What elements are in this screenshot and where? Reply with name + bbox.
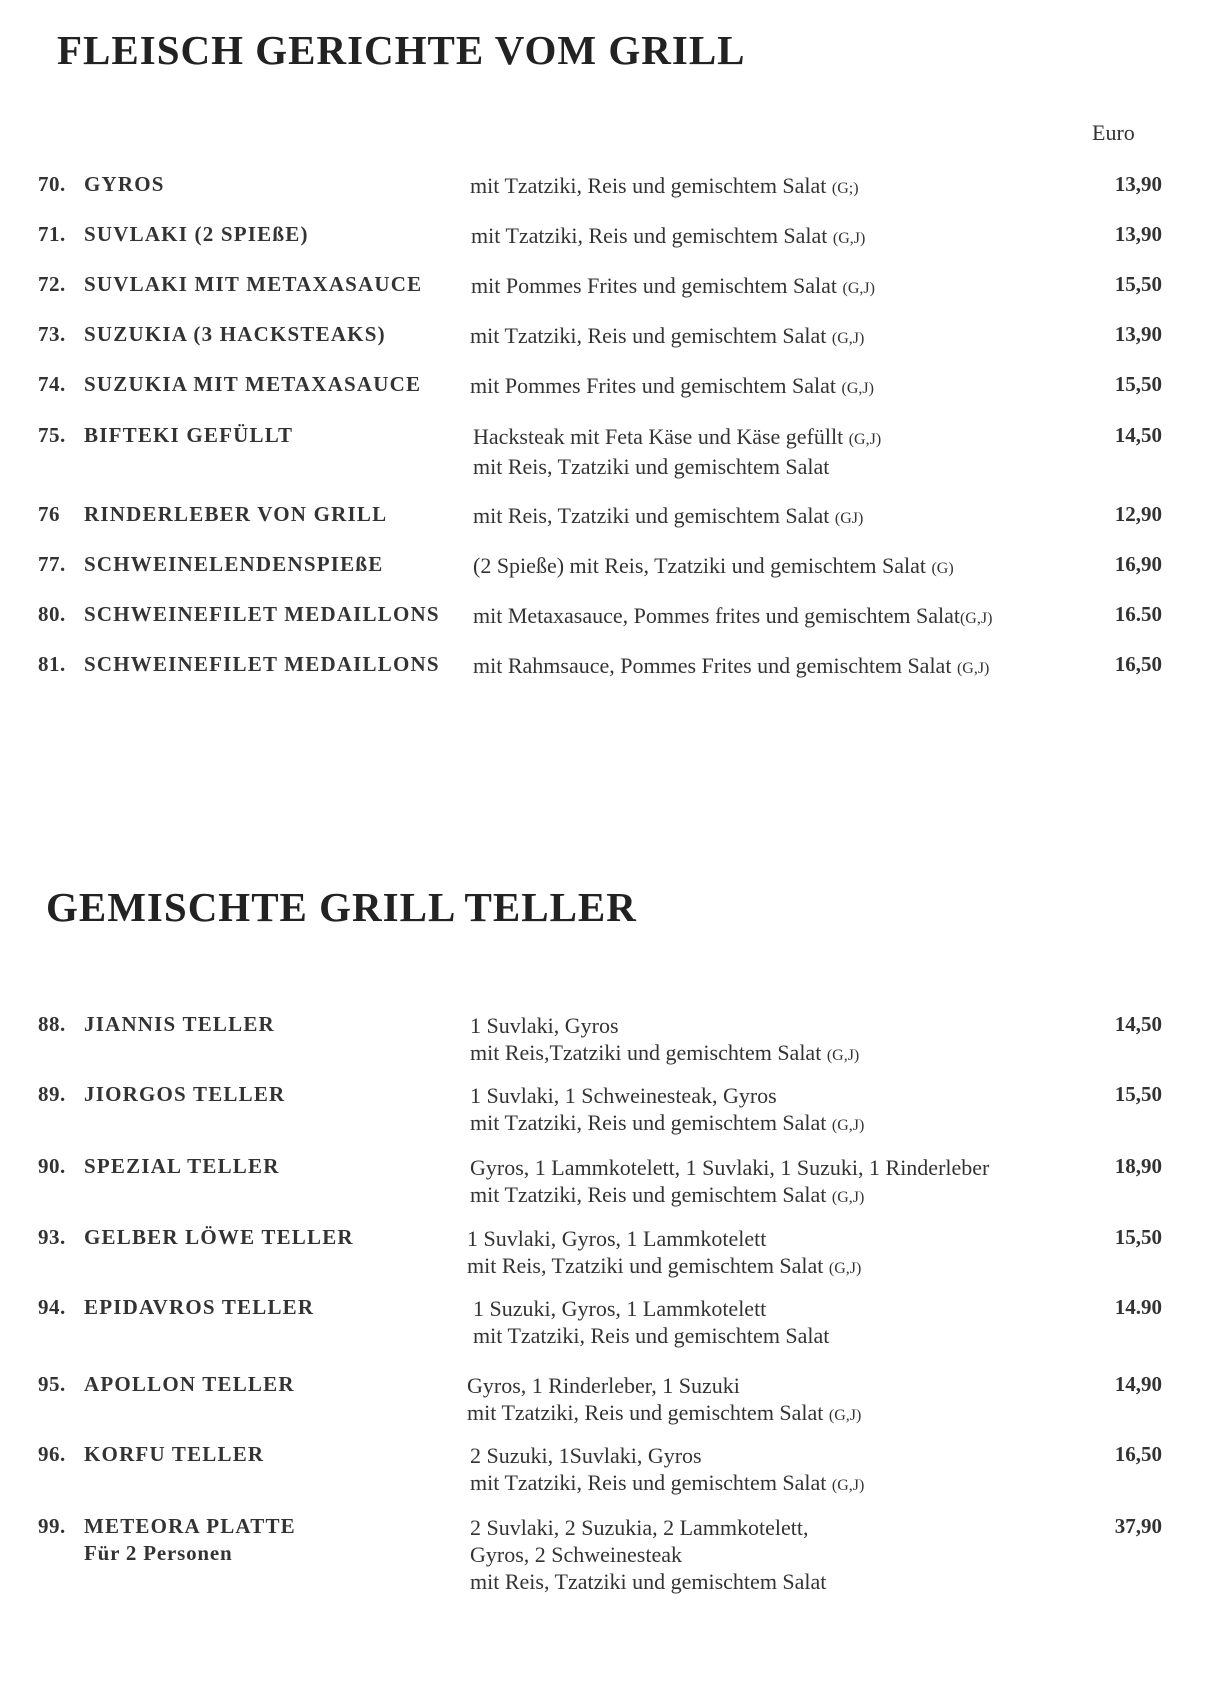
description-text: mit Tzatziki, Reis und gemischtem Salat	[470, 323, 832, 348]
section-title-mixed-grill: GEMISCHTE GRILL TELLER	[46, 884, 637, 930]
item-name	[84, 1514, 296, 1566]
description-line	[470, 1109, 864, 1139]
description-line	[467, 1252, 861, 1282]
item-name-text: JIANNIS TELLER	[84, 1012, 275, 1036]
item-description	[473, 502, 863, 532]
currency-label: Euro	[1092, 120, 1135, 145]
description-line	[470, 1082, 864, 1109]
item-price: 14.90	[1114, 1295, 1162, 1319]
description-text: 2 Suvlaki, 2 Suzukia, 2 Lammkotelett,	[470, 1515, 809, 1540]
description-line	[467, 1225, 861, 1252]
item-number: 81.	[38, 652, 66, 676]
description-line	[470, 372, 874, 402]
description-text: mit Metaxasauce, Pommes frites und gemischtem Salat	[473, 603, 960, 628]
item-price: 15,50	[1114, 1225, 1162, 1249]
description-line	[473, 552, 954, 582]
item-price: 13,90	[1114, 172, 1162, 196]
item-price: 37,90	[1114, 1514, 1162, 1538]
item-name	[84, 272, 422, 297]
item-number: 73.	[38, 322, 66, 346]
item-name-text: METEORA PLATTE	[84, 1514, 296, 1538]
allergen-codes: (GJ)	[834, 510, 864, 527]
item-description	[470, 1442, 864, 1499]
description-line	[473, 453, 881, 480]
item-name-text: JIORGOS TELLER	[84, 1082, 286, 1106]
item-number: 77.	[38, 552, 66, 576]
description-line	[473, 423, 881, 453]
item-name-text: SUVLAKI MIT METAXASAUCE	[84, 272, 423, 296]
description-line	[470, 1442, 864, 1469]
item-name	[84, 1442, 264, 1467]
description-text: Gyros, 1 Rinderleber, 1 Suzuki	[467, 1373, 740, 1398]
description-text: mit Reis, Tzatziki und gemischtem Salat	[470, 1569, 827, 1594]
description-text: 1 Suvlaki, Gyros	[470, 1013, 619, 1038]
item-description	[470, 1012, 859, 1069]
item-price: 16,50	[1114, 652, 1162, 676]
description-line	[470, 1012, 859, 1039]
allergen-codes: (G,J)	[831, 1477, 865, 1494]
item-name-text: GYROS	[84, 172, 165, 196]
description-text: Hacksteak mit Feta Käse und Käse gefüllt	[473, 424, 849, 449]
section-title-grill: FLEISCH GERICHTE VOM GRILL	[57, 27, 746, 73]
description-text: mit Tzatziki, Reis und gemischtem Salat	[470, 173, 832, 198]
item-name	[84, 602, 440, 627]
allergen-codes: (G,J)	[842, 280, 875, 297]
description-line	[470, 1154, 989, 1181]
item-description	[470, 1514, 826, 1595]
description-line	[470, 1568, 826, 1595]
item-name	[84, 502, 387, 527]
description-line	[470, 1514, 826, 1541]
description-line	[470, 1039, 859, 1069]
item-price: 16.50	[1114, 602, 1162, 626]
item-description	[471, 272, 875, 302]
item-name-text: BIFTEKI GEFÜLLT	[84, 423, 294, 447]
item-number: 80.	[38, 602, 66, 626]
item-price: 12,90	[1114, 502, 1162, 526]
description-text: Gyros, 1 Lammkotelett, 1 Suvlaki, 1 Suzuki, 1 Rinderleber	[470, 1155, 990, 1180]
description-text: 1 Suvlaki, 1 Schweinesteak, Gyros	[470, 1083, 777, 1108]
item-number: 71.	[38, 222, 66, 246]
description-text: mit Reis,Tzatziki und gemischtem Salat	[470, 1040, 827, 1065]
item-name-text: SCHWEINELENDENSPIEßE	[84, 552, 384, 576]
description-line	[471, 272, 875, 302]
item-number: 88.	[38, 1012, 66, 1036]
item-description	[470, 1082, 864, 1139]
description-text: mit Pommes Frites und gemischtem Salat	[471, 273, 843, 298]
item-name-text: SUZUKIA (3 HACKSTEAKS)	[84, 322, 386, 346]
item-price: 16,90	[1114, 552, 1162, 576]
allergen-codes: (G,J)	[959, 610, 993, 627]
description-line	[471, 222, 865, 252]
allergen-codes: (G,J)	[848, 431, 882, 448]
description-line	[470, 172, 859, 202]
item-number: 89.	[38, 1082, 66, 1106]
description-line	[470, 1469, 864, 1499]
description-text: 1 Suzuki, Gyros, 1 Lammkotelett	[473, 1296, 767, 1321]
description-text: 1 Suvlaki, Gyros, 1 Lammkotelett	[467, 1226, 767, 1251]
description-text: mit Tzatziki, Reis und gemischtem Salat	[470, 1470, 832, 1495]
description-line	[473, 1322, 829, 1349]
item-name-text: SPEZIAL TELLER	[84, 1154, 280, 1178]
item-price: 13,90	[1114, 222, 1162, 246]
description-text: (2 Spieße) mit Reis, Tzatziki und gemischtem Salat	[473, 553, 932, 578]
allergen-codes: (G,J)	[841, 380, 874, 397]
description-line	[470, 322, 864, 352]
item-name-text: APOLLON TELLER	[84, 1372, 295, 1396]
item-description	[470, 1154, 989, 1211]
allergen-codes: (G,J)	[831, 1189, 865, 1206]
item-number: 72.	[38, 272, 66, 296]
item-description	[473, 602, 992, 632]
description-text: mit Tzatziki, Reis und gemischtem Salat	[473, 1323, 830, 1348]
description-text: 2 Suzuki, 1Suvlaki, Gyros	[470, 1443, 702, 1468]
item-name	[84, 322, 386, 347]
description-text: mit Pommes Frites und gemischtem Salat	[470, 373, 842, 398]
description-line	[470, 1181, 989, 1211]
item-name	[84, 1225, 354, 1250]
item-name-text: GELBER LÖWE TELLER	[84, 1225, 354, 1249]
item-description	[473, 423, 881, 480]
description-text: mit Reis, Tzatziki und gemischtem Salat	[473, 503, 835, 528]
description-line	[473, 652, 989, 682]
item-price: 14,50	[1114, 423, 1162, 447]
item-number: 94.	[38, 1295, 66, 1319]
description-line	[467, 1399, 861, 1429]
item-name-text: SCHWEINEFILET MEDAILLONS	[84, 652, 440, 676]
description-text: mit Tzatziki, Reis und gemischtem Salat	[467, 1400, 829, 1425]
description-line	[467, 1372, 861, 1399]
item-name-text: SUZUKIA MIT METAXASAUCE	[84, 372, 422, 396]
item-description	[470, 172, 859, 202]
item-price: 15,50	[1114, 372, 1162, 396]
item-name	[84, 222, 309, 247]
item-price: 14,90	[1114, 1372, 1162, 1396]
description-text: mit Tzatziki, Reis und gemischtem Salat	[471, 223, 833, 248]
item-name	[84, 1295, 314, 1320]
item-description	[473, 552, 954, 582]
item-description	[467, 1225, 861, 1282]
item-name-text: SUVLAKI (2 SPIEßE)	[84, 222, 309, 246]
description-line	[473, 602, 992, 632]
item-description	[470, 372, 874, 402]
item-description	[473, 1295, 829, 1349]
allergen-codes: (G;)	[831, 180, 859, 197]
item-name-text: RINDERLEBER VON GRILL	[84, 502, 388, 526]
allergen-codes: (G,J)	[828, 1260, 862, 1277]
description-text: mit Tzatziki, Reis und gemischtem Salat	[470, 1110, 832, 1135]
item-number: 95.	[38, 1372, 66, 1396]
item-number: 76	[38, 502, 60, 526]
item-name	[84, 1082, 285, 1107]
allergen-codes: (G,J)	[956, 660, 990, 677]
item-subname: Für 2 Personen	[84, 1541, 233, 1565]
item-name-text: SCHWEINEFILET MEDAILLONS	[84, 602, 440, 626]
allergen-codes: (G,J)	[832, 230, 866, 247]
item-number: 70.	[38, 172, 66, 196]
description-line	[473, 1295, 829, 1322]
item-number: 99.	[38, 1514, 66, 1538]
item-description	[473, 652, 989, 682]
item-name	[84, 652, 440, 677]
item-name	[84, 423, 293, 448]
allergen-codes: (G,J)	[831, 330, 865, 347]
item-name	[84, 552, 383, 577]
item-name-text: KORFU TELLER	[84, 1442, 265, 1466]
item-description	[470, 322, 864, 352]
item-name	[84, 1012, 275, 1037]
item-number: 75.	[38, 423, 66, 447]
item-name-text: EPIDAVROS TELLER	[84, 1295, 315, 1319]
item-price: 16,50	[1114, 1442, 1162, 1466]
description-text: Gyros, 2 Schweinesteak	[470, 1542, 683, 1567]
item-description	[471, 222, 865, 252]
item-number: 90.	[38, 1154, 66, 1178]
item-number: 93.	[38, 1225, 66, 1249]
description-line	[473, 502, 863, 532]
description-text: mit Reis, Tzatziki und gemischtem Salat	[473, 454, 830, 479]
item-price: 18,90	[1114, 1154, 1162, 1178]
item-price: 15,50	[1114, 272, 1162, 296]
allergen-codes: (G,J)	[831, 1117, 865, 1134]
item-price: 13,90	[1114, 322, 1162, 346]
allergen-codes: (G,J)	[826, 1047, 860, 1064]
item-name	[84, 172, 165, 197]
item-description	[467, 1372, 861, 1429]
item-number: 74.	[38, 372, 66, 396]
item-name	[84, 1372, 295, 1397]
description-line	[470, 1541, 826, 1568]
item-number: 96.	[38, 1442, 66, 1466]
item-price: 14,50	[1114, 1012, 1162, 1036]
allergen-codes: (G,J)	[828, 1407, 862, 1424]
description-text: mit Rahmsauce, Pommes Frites und gemischtem Salat	[473, 653, 957, 678]
description-text: mit Reis, Tzatziki und gemischtem Salat	[467, 1253, 829, 1278]
item-name	[84, 1154, 280, 1179]
allergen-codes: (G)	[931, 560, 954, 577]
item-name	[84, 372, 421, 397]
item-price: 15,50	[1114, 1082, 1162, 1106]
description-text: mit Tzatziki, Reis und gemischtem Salat	[470, 1182, 832, 1207]
